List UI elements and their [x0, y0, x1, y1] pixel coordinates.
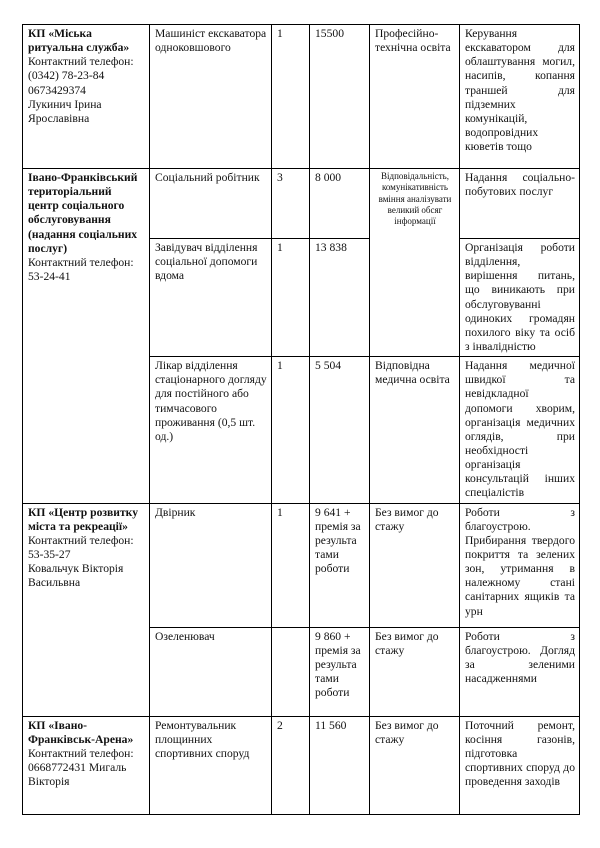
- organization-contact-line: Лукинич Ірина Ярославівна: [28, 97, 102, 125]
- position-salary: 11 560: [310, 716, 370, 814]
- position-requirements: Без вимог до стажу: [370, 716, 460, 814]
- organization-contact-line: Контактний телефон:: [28, 255, 134, 269]
- position-requirements: Відповідна медична освіта: [370, 357, 460, 503]
- organization-name: КП «Івано-Франківськ-Арена»: [28, 718, 134, 746]
- position-count: [272, 627, 310, 716]
- position-count: 2: [272, 716, 310, 814]
- position-requirements: Відповідальність, комунікативність вміння аналізувати великий обсяг інформації: [370, 169, 460, 357]
- organization-contact-line: 0668772431 Мигаль Вікторія: [28, 760, 127, 789]
- organization-cell: [23, 25, 150, 169]
- position-title: Машиніст екскаватора одноковшового: [150, 25, 272, 169]
- organization-contact-line: Контактний телефон:: [28, 55, 134, 69]
- position-salary: 5 504: [310, 357, 370, 503]
- position-count: 1: [272, 25, 310, 169]
- position-salary: 8 000: [310, 169, 370, 239]
- position-count: 1: [272, 503, 310, 627]
- position-count: 1: [272, 239, 310, 357]
- position-duties: Роботи з благоустрою. Прибирання твердого покриття та зелених зон, утримання в належному стані санітарних ящиків та урн: [460, 503, 580, 627]
- organization-contact-line: (0342) 78-23-84: [28, 69, 105, 83]
- table-row: [23, 169, 580, 239]
- position-requirements: Без вимог до стажу: [370, 627, 460, 716]
- table-row: [23, 716, 580, 814]
- organization-contact-line: 53-24-41: [28, 269, 71, 283]
- position-duties: Надання соціально-побутових послуг: [460, 169, 580, 239]
- organization-cell: [23, 169, 150, 504]
- position-title: Двірник: [150, 503, 272, 627]
- organization-name: Івано-Франківський територіальний центр соціального обслуговування (надання соціальних послуг): [28, 171, 138, 255]
- position-title: Соціальний робітник: [150, 169, 272, 239]
- position-salary: 9 641 + премія за результа тами роботи: [310, 503, 370, 627]
- position-count: 1: [272, 357, 310, 503]
- organization-cell: [23, 503, 150, 716]
- position-requirements: Професійно-технічна освіта: [370, 25, 460, 169]
- position-title: Лікар відділення стаціонарного догляду для постійного або тимчасового проживання (0,5 шт. од.): [150, 357, 272, 503]
- position-duties: Керування екскаватором для облаштування могил, насипів, копання траншей для підземних комунікацій, водопровідних кюветів тощо: [460, 25, 580, 169]
- vacancies-table: [22, 24, 580, 815]
- organization-contact-line: Ковальчук Вікторія Васильвна: [28, 562, 124, 590]
- organization-contact-line: 53-35-27: [28, 547, 71, 561]
- table-row: [23, 25, 580, 169]
- vacancies-table-body: [23, 25, 580, 815]
- organization-cell: [23, 716, 150, 814]
- position-salary: 13 838: [310, 239, 370, 357]
- position-duties: Надання медичної швидкої та невідкладної допомоги хворим, організація медичних оглядів, при необхідності організація консультацій інших спеціалістів: [460, 357, 580, 503]
- position-salary: 15500: [310, 25, 370, 169]
- organization-name: КП «Міська ритуальна служба»: [28, 27, 130, 55]
- organization-contact-line: 0673429374: [28, 83, 86, 97]
- position-duties: Роботи з благоустрою. Догляд за зеленими насадженнями: [460, 627, 580, 716]
- organization-contact-line: Контактний телефон:: [28, 746, 134, 760]
- organization-contact-line: Контактний телефон:: [28, 533, 134, 547]
- organization-name: КП «Центр розвитку міста та рекреації»: [28, 505, 138, 533]
- position-salary: 9 860 + премія за результа тами роботи: [310, 627, 370, 716]
- position-requirements: Без вимог до стажу: [370, 503, 460, 627]
- position-duties: Організація роботи відділення, вирішення питань, що виникають при обслуговуванні одиноких громадян похилого віку та осіб з інвалідністю: [460, 239, 580, 357]
- table-row: [23, 503, 580, 627]
- position-title: Ремонтувальник площинних спортивних споруд: [150, 716, 272, 814]
- position-count: 3: [272, 169, 310, 239]
- position-title: Озеленювач: [150, 627, 272, 716]
- position-title: Завідувач відділення соціальної допомоги вдома: [150, 239, 272, 357]
- position-duties: Поточний ремонт, косіння газонів, підготовка спортивних споруд до проведення заходів: [460, 716, 580, 814]
